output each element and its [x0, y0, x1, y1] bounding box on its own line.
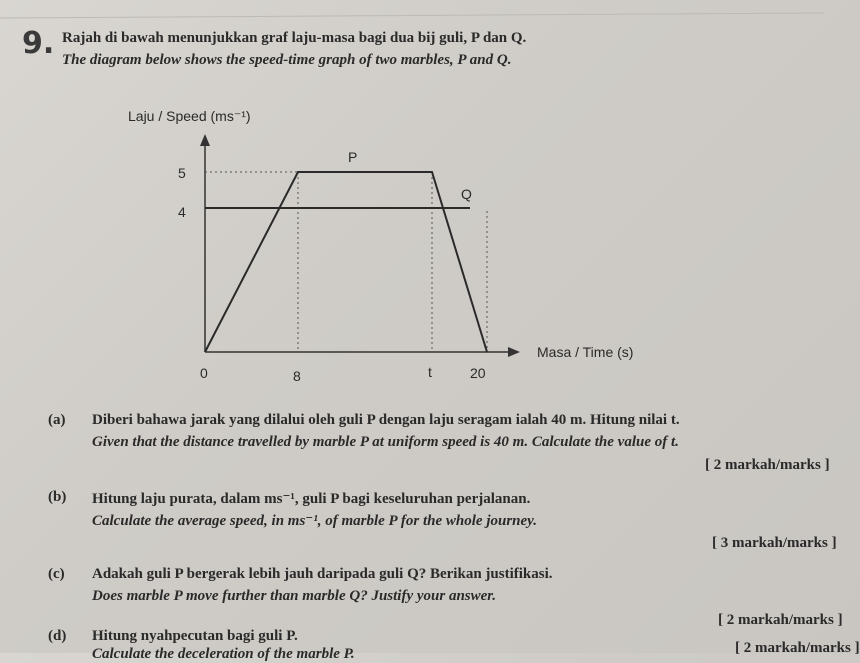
part-d-label: (d)	[48, 628, 67, 644]
series-label-q: Q	[461, 186, 472, 202]
part-a-english: Given that the distance travelled by marble P at uniform speed is 40 m. Calculate the value of t.	[92, 434, 679, 450]
part-b-english: Calculate the average speed, in ms⁻¹, of marble P for the whole journey.	[92, 513, 538, 529]
y-axis-label: Laju / Speed (ms⁻¹)	[128, 108, 251, 124]
part-d-english: Calculate the deceleration of the marble P.	[92, 646, 355, 662]
y-tick-5: 5	[178, 165, 186, 181]
part-d-malay: Hitung nyahpecutan bagi guli P.	[92, 628, 298, 644]
part-b-label: (b)	[48, 489, 67, 505]
x-tick-t: t	[428, 364, 432, 380]
part-a-malay: Diberi bahawa jarak yang dilalui oleh guli P dengan laju seragam ialah 40 m. Hitung nilai t.	[92, 412, 680, 428]
part-b-malay: Hitung laju purata, dalam ms⁻¹, guli P bagi keseluruhan perjalanan.	[92, 491, 531, 507]
part-c-english: Does marble P move further than marble Q? Justify your answer.	[92, 588, 497, 604]
question-number: 9.	[22, 26, 55, 61]
y-axis-arrow	[200, 134, 210, 146]
part-a-label: (a)	[48, 412, 66, 428]
part-d-marks: [ 2 markah/marks ]	[735, 640, 860, 656]
x-tick-0: 0	[200, 365, 208, 381]
y-tick-4: 4	[178, 204, 186, 220]
x-axis-arrow	[508, 347, 520, 357]
x-axis-label: Masa / Time (s)	[537, 344, 634, 360]
x-tick-20: 20	[470, 365, 486, 381]
intro-malay: Rajah di bawah menunjukkan graf laju-masa bagi dua bij guli, P dan Q.	[62, 30, 527, 46]
part-b-marks: [ 3 markah/marks ]	[712, 535, 837, 551]
intro-english: The diagram below shows the speed-time graph of two marbles, P and Q.	[62, 52, 512, 68]
part-c-malay: Adakah guli P bergerak lebih jauh daripada guli Q? Berikan justifikasi.	[92, 566, 553, 582]
part-c-marks: [ 2 markah/marks ]	[718, 612, 843, 628]
series-line-p	[205, 172, 487, 352]
part-a-marks: [ 2 markah/marks ]	[705, 457, 830, 473]
x-tick-8: 8	[293, 368, 301, 384]
part-c-label: (c)	[48, 566, 65, 582]
series-label-p: P	[348, 149, 358, 165]
